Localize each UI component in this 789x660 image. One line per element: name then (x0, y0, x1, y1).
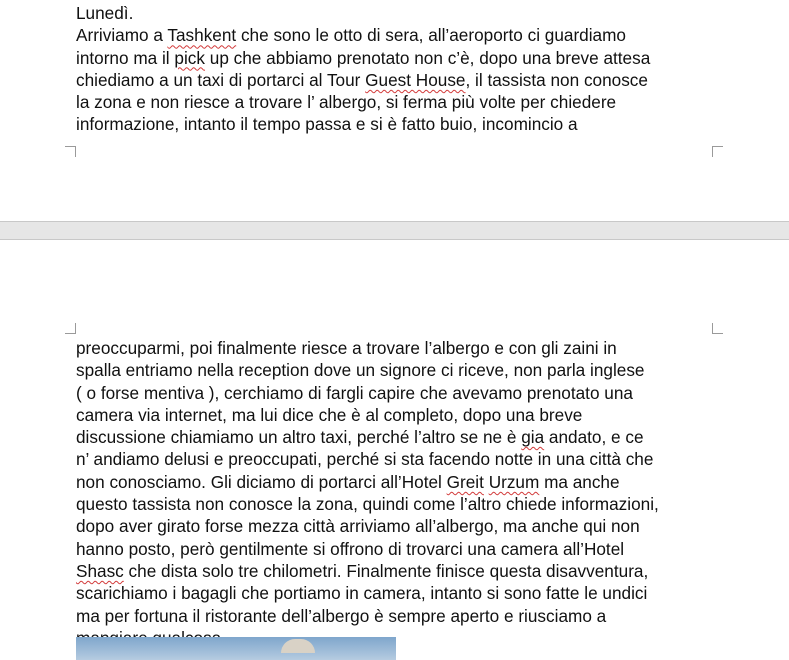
text-line (76, 605, 716, 627)
text-run: Lunedì. (76, 3, 134, 23)
embedded-photo[interactable] (76, 637, 396, 660)
text-run: ma anche (539, 471, 620, 492)
text-run: preoccuparmi, poi finalmente riesce a trovare l’albergo e con gli zaini in (76, 338, 617, 358)
page-1-text[interactable] (76, 2, 716, 136)
text-run: hanno posto, però gentilmente si offrono di trovarci una camera all’Hotel (76, 538, 625, 559)
text-run: , il tassista non conosce (465, 69, 648, 90)
text-run: dopo aver girato forse mezza città arriviamo all’albergo, ma anche qui non (76, 516, 640, 537)
text-line (76, 515, 716, 537)
text-run: che dista solo tre chilometri. Finalmente finisce questa disavventura, (123, 560, 649, 581)
photo-dome-shape (281, 639, 315, 653)
misspelled-word: Urzum (488, 471, 540, 492)
text-line (76, 560, 716, 582)
text-line (76, 359, 716, 381)
text-line (76, 382, 716, 404)
text-line (76, 337, 716, 359)
document-page-2[interactable] (0, 239, 789, 660)
margin-corner-bottom-left (65, 146, 76, 157)
text-run: andato, e ce (544, 427, 644, 448)
misspelled-word: Shasc (76, 560, 124, 581)
margin-corner-top-right (712, 323, 723, 334)
text-run: che sono le otto di sera, all’aeroporto ci guardiamo (236, 25, 626, 46)
text-run: spalla entriamo nella reception dove un signore ci riceve, non parla inglese (76, 360, 645, 381)
text-run: Arriviamo a (76, 25, 168, 46)
text-line (76, 91, 716, 113)
misspelled-word: gia (521, 427, 545, 448)
text-run: scarichiamo i bagagli che portiamo in camera, intanto si sono fatte le undici (76, 583, 648, 604)
text-run: informazione, intanto il tempo passa e si è fatto buio, incomincio a (76, 114, 578, 135)
text-line (76, 2, 716, 24)
text-line (76, 493, 716, 515)
misspelled-word: Greit (446, 471, 484, 492)
text-run: intorno ma il (76, 47, 175, 68)
text-line (76, 69, 716, 91)
page-2-text[interactable] (76, 337, 716, 649)
text-run: up che abbiamo prenotato non c’è, dopo una breve attesa (204, 47, 651, 68)
document-page-1[interactable] (0, 0, 789, 222)
margin-corner-top-left (65, 323, 76, 334)
text-run: chiediamo a un taxi di portarci al Tour (76, 69, 366, 90)
text-line (76, 538, 716, 560)
text-run: n’ andiamo delusi e preoccupati, perché si sta facendo notte in una città che (76, 449, 654, 470)
text-run: questo tassista non conosce la zona, quindi come l’altro chiede informazioni, (76, 494, 659, 515)
text-line (76, 426, 716, 448)
text-run: non conosciamo. Gli diciamo di portarci all’Hotel (76, 471, 447, 492)
text-run: discussione chiamiamo un altro taxi, perché l’altro se ne è (76, 427, 522, 448)
text-run: ma per fortuna il ristorante dell’albergo è sempre aperto e riusciamo a (76, 605, 607, 626)
text-run: camera via internet, ma lui dice che è al completo, dopo una breve (76, 404, 583, 425)
text-line (76, 471, 716, 493)
text-run: la zona e non riesce a trovare l’ albergo, si ferma più volte per chiedere (76, 92, 617, 113)
margin-corner-bottom-right (712, 146, 723, 157)
text-line (76, 47, 716, 69)
page-gap (0, 222, 789, 238)
misspelled-word: pick (174, 47, 205, 68)
misspelled-word: Guest House (365, 69, 466, 90)
text-run: ( o forse mentiva ), cerchiamo di fargli capire che avevamo prenotato una (76, 382, 633, 403)
text-line (76, 582, 716, 604)
text-line (76, 24, 716, 46)
text-line (76, 448, 716, 470)
misspelled-word: Tashkent (167, 25, 237, 46)
text-line (76, 113, 716, 135)
text-line (76, 404, 716, 426)
